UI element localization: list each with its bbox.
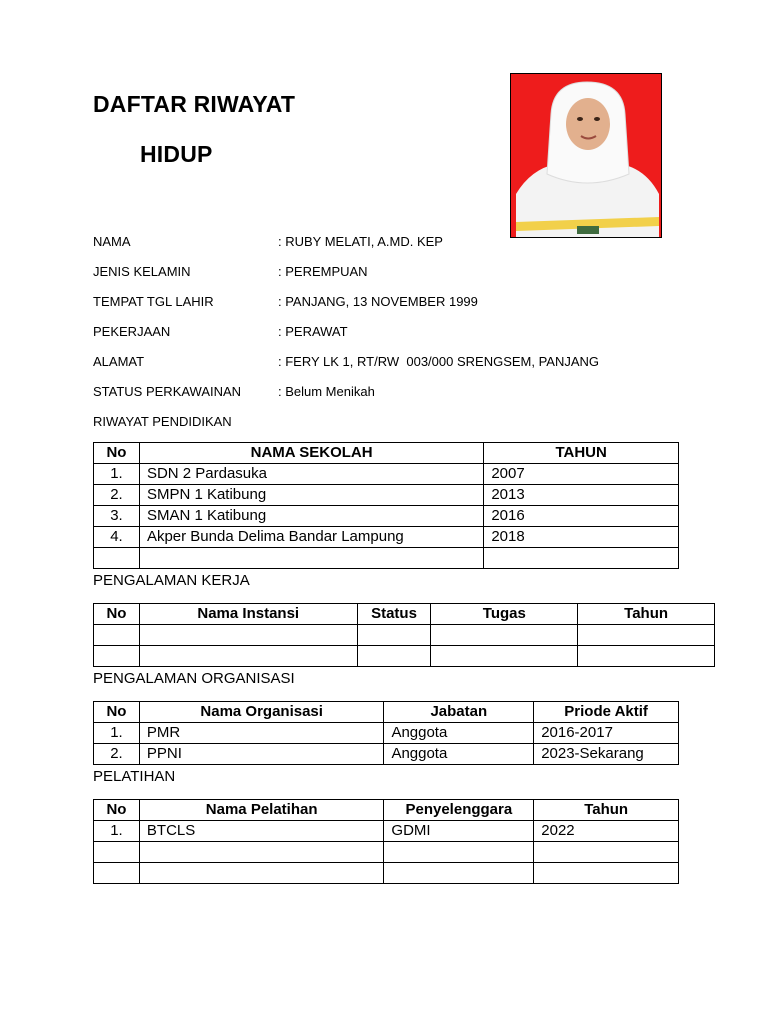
info-label: ALAMAT <box>93 354 145 369</box>
table-cell: 1. <box>94 821 140 842</box>
header-cell: No <box>94 702 140 723</box>
info-row-jenis-kelamin <box>93 264 713 280</box>
table-cell: 2023-Sekarang <box>534 744 679 765</box>
table-row <box>94 506 679 527</box>
table-cell <box>534 842 679 863</box>
info-value: : FERY LK 1, RT/RW 003/000 SRENGSEM, PANJANG <box>278 354 600 369</box>
header-cell: Nama Organisasi <box>139 702 384 723</box>
training-table <box>93 799 679 884</box>
table-cell <box>578 625 715 646</box>
table-cell: SMAN 1 Katibung <box>139 506 483 527</box>
info-label: NAMA <box>93 234 131 249</box>
table-cell: SMPN 1 Katibung <box>139 485 483 506</box>
info-label: JENIS KELAMIN <box>93 264 191 279</box>
table-row <box>94 723 679 744</box>
info-value: : Belum Menikah <box>278 384 375 399</box>
document-title-line1: DAFTAR RIWAYAT <box>93 91 296 117</box>
header-cell: NAMA SEKOLAH <box>139 443 483 464</box>
table-header-row <box>94 702 679 723</box>
table-row <box>94 842 679 863</box>
organization-table <box>93 701 679 765</box>
header-cell: Nama Instansi <box>139 604 357 625</box>
table-cell: 1. <box>94 723 140 744</box>
info-value: : PERAWAT <box>278 324 348 339</box>
education-table <box>93 442 679 569</box>
header-cell: No <box>94 800 140 821</box>
table-header-row <box>94 800 679 821</box>
info-value: : PEREMPUAN <box>278 264 368 279</box>
table-cell <box>484 548 679 569</box>
table-row <box>94 646 715 667</box>
table-cell <box>139 548 483 569</box>
table-cell: 2022 <box>534 821 679 842</box>
organization-heading: PENGALAMAN ORGANISASI <box>93 670 295 687</box>
header-cell: Priode Aktif <box>534 702 679 723</box>
table-row <box>94 464 679 485</box>
info-row-alamat <box>93 354 713 370</box>
header-cell: Tahun <box>534 800 679 821</box>
table-cell: 2013 <box>484 485 679 506</box>
info-value: : RUBY MELATI, A.MD. KEP <box>278 234 443 249</box>
table-cell <box>357 625 431 646</box>
info-row-tempat-tgl-lahir <box>93 294 713 310</box>
table-cell <box>534 863 679 884</box>
header-cell: No <box>94 604 140 625</box>
document-title-line2: HIDUP <box>140 141 213 167</box>
header-cell: Status <box>357 604 431 625</box>
header-cell: Penyelenggara <box>384 800 534 821</box>
table-cell: 1. <box>94 464 140 485</box>
table-header-row <box>94 604 715 625</box>
info-label: TEMPAT TGL LAHIR <box>93 294 214 309</box>
table-row <box>94 821 679 842</box>
table-cell: 2. <box>94 744 140 765</box>
table-row <box>94 548 679 569</box>
header-cell: Tahun <box>578 604 715 625</box>
table-header-row <box>94 443 679 464</box>
table-cell <box>431 625 578 646</box>
header-cell: Tugas <box>431 604 578 625</box>
table-cell <box>94 863 140 884</box>
profile-photo <box>510 73 662 238</box>
table-cell: 2007 <box>484 464 679 485</box>
info-label: PEKERJAAN <box>93 324 171 339</box>
table-cell: 2016 <box>484 506 679 527</box>
table-cell: Anggota <box>384 744 534 765</box>
table-row <box>94 625 715 646</box>
table-cell: PMR <box>139 723 384 744</box>
header-cell: Nama Pelatihan <box>139 800 383 821</box>
training-heading: PELATIHAN <box>93 768 176 785</box>
table-cell <box>431 646 578 667</box>
table-row <box>94 485 679 506</box>
info-label: STATUS PERKAWAINAN <box>93 384 242 399</box>
table-row <box>94 527 679 548</box>
table-cell <box>139 625 357 646</box>
table-cell <box>357 646 431 667</box>
table-cell <box>139 863 383 884</box>
table-cell: PPNI <box>139 744 384 765</box>
table-cell <box>94 842 140 863</box>
table-cell: BTCLS <box>139 821 383 842</box>
portrait-illustration <box>511 74 662 238</box>
info-row-status-perkawinan <box>93 384 713 400</box>
table-cell: 4. <box>94 527 140 548</box>
header-cell: No <box>94 443 140 464</box>
table-cell: SDN 2 Pardasuka <box>139 464 483 485</box>
table-cell <box>384 842 534 863</box>
table-cell <box>139 646 357 667</box>
table-cell: 2018 <box>484 527 679 548</box>
table-row <box>94 744 679 765</box>
table-row <box>94 863 679 884</box>
info-row-nama <box>93 234 713 250</box>
table-cell: Akper Bunda Delima Bandar Lampung <box>139 527 483 548</box>
info-value: : PANJANG, 13 NOVEMBER 1999 <box>278 294 478 309</box>
table-cell <box>94 548 140 569</box>
table-cell <box>94 646 140 667</box>
info-row-pekerjaan <box>93 324 713 340</box>
work-table <box>93 603 715 667</box>
table-cell <box>94 625 140 646</box>
table-cell: Anggota <box>384 723 534 744</box>
header-cell: TAHUN <box>484 443 679 464</box>
table-cell: 2. <box>94 485 140 506</box>
work-heading: PENGALAMAN KERJA <box>93 572 250 589</box>
table-cell: 3. <box>94 506 140 527</box>
table-cell: GDMI <box>384 821 534 842</box>
table-cell <box>578 646 715 667</box>
table-cell <box>384 863 534 884</box>
education-heading: RIWAYAT PENDIDIKAN <box>93 414 232 429</box>
table-cell: 2016-2017 <box>534 723 679 744</box>
table-cell <box>139 842 383 863</box>
header-cell: Jabatan <box>384 702 534 723</box>
